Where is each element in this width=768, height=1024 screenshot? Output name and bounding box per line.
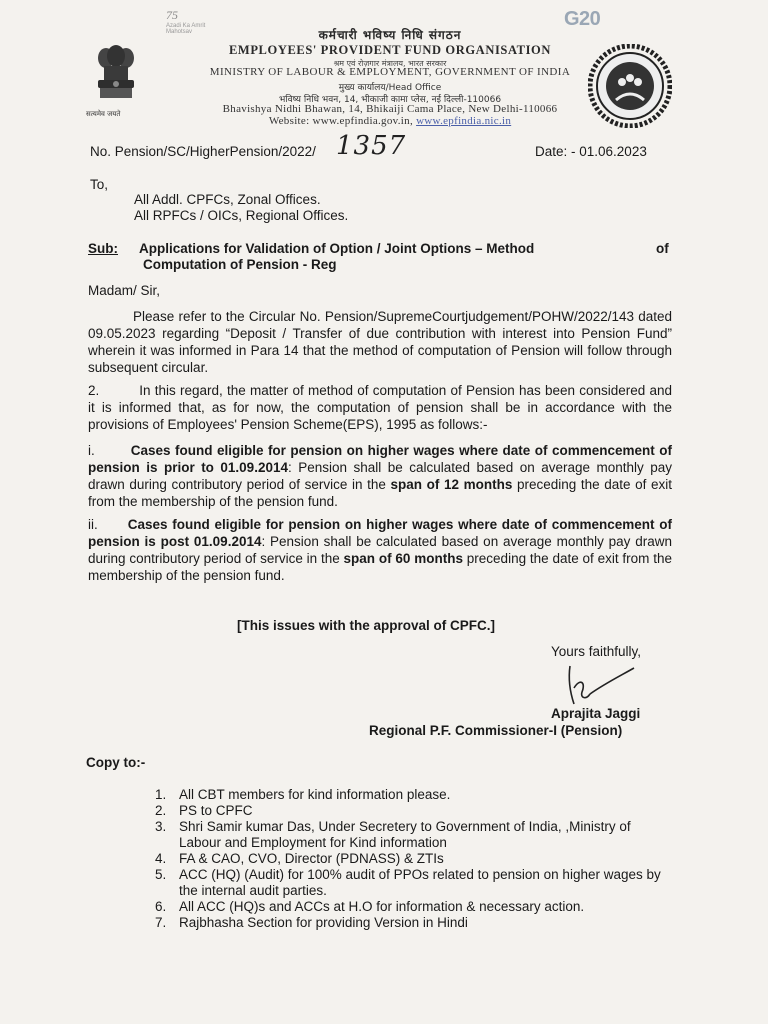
signatory-designation: Regional P.F. Commissioner-I (Pension) — [369, 723, 623, 738]
clause-i-number: i. — [88, 443, 95, 458]
clause-ii-heading: Cases found eligible for pension on higher wages where date of commencement of pension is post 01.09.2014 — [88, 517, 672, 549]
list-item-text: FA & CAO, CVO, Director (PDNASS) & ZTIs — [179, 851, 444, 866]
address-hindi: भविष्य निधि भवन, 14, भीकाजी कामा प्लेस, नई दिल्ली-110066 — [278, 95, 502, 105]
epfo-logo-icon — [588, 44, 672, 128]
circular-number: No. Pension/SC/HigherPension/2022/ — [90, 144, 316, 159]
copy-to-label: Copy to:- — [86, 755, 146, 770]
clause-ii-number: ii. — [88, 517, 98, 532]
address-english: Bhavishya Nidhi Bhawan, 14, Bhikaiji Cama Place, New Delhi-110066 — [222, 103, 558, 115]
list-item — [150, 867, 672, 899]
list-item-text: PS to CPFC — [179, 803, 253, 818]
signature-icon — [560, 660, 642, 710]
paragraph-1-text: Please refer to the Circular No. Pension/SupremeCourtjudgement/POHW/2022/143 dated 09.05.2023 regarding “Deposit / Transfer of due contribution with interest into Pension Fund” wherein it was informed in Para 14 that the method of computation of Pension will follow through subsequent circular. — [88, 309, 672, 375]
to-label: To, — [90, 177, 109, 192]
salutation: Madam/ Sir, — [88, 283, 161, 298]
copy-to-list — [150, 787, 672, 931]
clause-ii-span: span of 60 months — [343, 551, 463, 566]
list-item-number: 1. — [155, 787, 167, 802]
clause-i-span: span of 12 months — [390, 477, 513, 492]
website-label: Website: www.epfindia.gov.in, — [268, 115, 413, 127]
list-item — [150, 787, 672, 803]
approval-note: [This issues with the approval of CPFC.] — [237, 618, 496, 633]
website-line — [190, 115, 590, 127]
emblem-caption: सत्यमेव जयते — [86, 110, 121, 118]
clause-ii — [88, 516, 672, 584]
org-name-hindi: कर्मचारी भविष्य निधि संगठन — [318, 28, 462, 42]
clause-i-heading: Cases found eligible for pension on higher wages where date of commencement of pension is prior to 01.09.2014 — [88, 443, 672, 475]
yours-faithfully: Yours faithfully, — [551, 644, 642, 659]
clause-i — [88, 442, 672, 510]
clause-ii-text-end: preceding the date of exit from the membership of the pension fund. — [88, 551, 673, 583]
list-item-text: All ACC (HQ)s and ACCs at H.O for information & necessary action. — [179, 899, 585, 914]
paragraph-2-text: In this regard, the matter of method of computation of Pension has been considered and it is informed that, as for now, the computation of pension shall be in accordance with the provisions of Employees' Pension Scheme(EPS), 1995 as follows:- — [88, 383, 672, 432]
clause-i-text-end: preceding the date of exit from the membership of the pension fund. — [88, 477, 673, 509]
list-item-text: Rajbhasha Section for providing Version in Hindi — [179, 915, 468, 930]
clause-i-text: : Pension shall be calculated based on average monthly pay drawn during contributory period of service in the — [88, 460, 673, 492]
list-item — [150, 803, 672, 819]
signatory-name: Aprajita Jaggi — [551, 706, 641, 721]
list-item — [150, 899, 672, 915]
g20-logo: G20 — [564, 8, 601, 30]
list-item-number: 6. — [155, 899, 167, 914]
azadi-logo-caption: Azadi Ka Amrit Mahotsav — [166, 23, 206, 35]
list-item-text: Shri Samir kumar Das, Under Secretery to Government of India, ,Ministry of Labour and Employment for Kind information — [179, 819, 631, 850]
paragraph-2 — [88, 382, 672, 433]
subject-line-1: Applications for Validation of Option / Joint Options – Method — [139, 241, 535, 256]
national-emblem-icon — [92, 44, 140, 106]
clause-ii-text: : Pension shall be calculated based on average monthly pay drawn during contributory period of service in the — [88, 534, 672, 566]
list-item-text: All CBT members for kind information please. — [179, 787, 451, 802]
list-item-number: 3. — [155, 819, 167, 834]
list-item — [150, 819, 672, 851]
head-office-label: मुख्य कार्यालय/Head Office — [338, 83, 442, 93]
circular-date: Date: - 01.06.2023 — [535, 144, 647, 159]
handwritten-number: 1357 — [336, 131, 407, 161]
list-item — [150, 915, 672, 931]
subject-line-1-end: of — [656, 241, 669, 256]
addressee-line: All Addl. CPFCs, Zonal Offices. — [134, 192, 321, 207]
subject-label: Sub: — [88, 241, 118, 256]
list-item-number: 4. — [155, 851, 167, 866]
list-item-number: 2. — [155, 803, 167, 818]
ministry-hindi: श्रम एवं रोज़गार मंत्रालय, भारत सरकार — [333, 59, 447, 68]
azadi-logo-number: 75 — [166, 8, 178, 22]
org-name: EMPLOYEES' PROVIDENT FUND ORGANISATION — [228, 43, 552, 57]
list-item-text: ACC (HQ) (Audit) for 100% audit of PPOs related to pension on higher wages by the internal audit parties. — [179, 867, 661, 898]
ministry-name: MINISTRY OF LABOUR & EMPLOYMENT, GOVERNMENT OF INDIA — [209, 66, 571, 78]
paragraph-2-number: 2. — [88, 383, 100, 398]
addressee-line: All RPFCs / OICs, Regional Offices. — [134, 208, 349, 223]
paragraph-1 — [88, 308, 672, 376]
list-item-number: 7. — [155, 915, 167, 930]
subject-line-2: Computation of Pension - Reg — [143, 257, 337, 272]
list-item — [150, 851, 672, 867]
list-item-number: 5. — [155, 867, 167, 882]
website-link[interactable]: www.epfindia.nic.in — [416, 115, 512, 127]
